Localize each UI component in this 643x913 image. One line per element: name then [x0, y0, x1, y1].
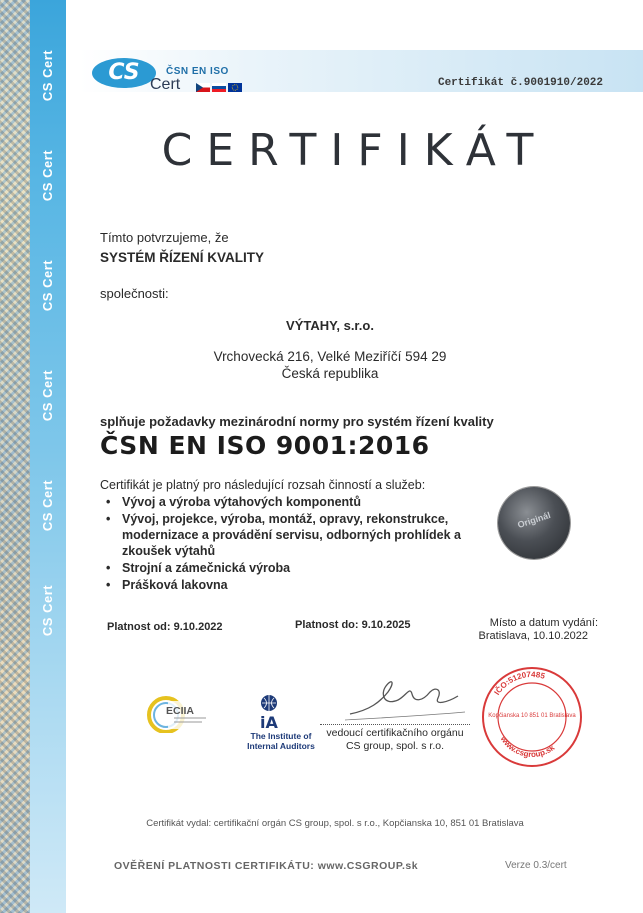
stamp-web: www.csgroup.sk — [498, 734, 557, 760]
cs-cert-logo — [88, 52, 258, 96]
hologram-seal — [498, 487, 570, 559]
list-item: • Vývoj a výroba výtahových komponentů — [100, 494, 480, 510]
list-item: • Prášková lakovna — [100, 577, 480, 593]
handwritten-signature — [340, 672, 470, 726]
intro-line: Tímto potvrzujeme, že — [100, 230, 229, 245]
issue-place-label: Místo a datum vydání: — [489, 617, 598, 629]
page-title: CERTIFIKÁT — [161, 125, 548, 176]
certificate-number: Certifikát č.9001910/2022 — [437, 77, 603, 89]
scope-intro: Certifikát je platný pro následující rozsah činností a služeb: — [100, 478, 426, 492]
cs-logo-mark: CS — [92, 58, 156, 88]
seal-text: Originál — [516, 509, 552, 531]
version-label: Verze 0.3/cert — [505, 860, 567, 871]
valid-to: Platnost do: 9.10.2025 — [295, 619, 411, 631]
requirement-statement: splňuje požadavky mezinárodní normy pro systém řízení kvality — [100, 414, 494, 429]
iso-norm: ČSN EN ISO 9001:2016 — [100, 431, 430, 460]
iia-line2: Internal Auditors — [247, 741, 315, 751]
company-stamp — [480, 665, 585, 770]
iia-line1: The Institute of — [250, 731, 312, 741]
iia-globe-icon — [240, 693, 322, 729]
side-band-word: CS Cert — [40, 49, 56, 101]
list-item: • Vývoj, projekce, výroba, montáž, opravy, rekonstrukce, modernizace a provádění servisu, odborných prohlídek a zkoušek výtahů — [100, 511, 480, 559]
logo-cert: Cert — [150, 76, 181, 93]
side-band-word: CS Cert — [40, 259, 56, 311]
company-address: Vrchovecká 216, Velké Meziříčí 594 29 — [213, 349, 447, 364]
valid-from: Platnost od: 9.10.2022 — [107, 621, 223, 633]
issuer-note: Certifikát vydal: certifikační orgán CS group, spol. s r.o., Kopčianska 10, 851 01 Bratislava — [146, 818, 524, 829]
svg-text:www.csgroup.sk — [498, 734, 557, 759]
slovak-flag-icon — [212, 83, 226, 92]
logo-norm: ČSN EN ISO — [166, 66, 229, 77]
company-name: VÝTAHY, s.r.o. — [286, 318, 374, 333]
signature-line — [320, 724, 470, 725]
list-item: • Strojní a zámečnická výroba — [100, 560, 480, 576]
stamp-address: Kopčianska 10 851 01 Bratislava — [488, 713, 576, 719]
side-band-word: CS Cert — [40, 584, 56, 636]
company-label: společnosti: — [100, 286, 169, 301]
side-band-word: CS Cert — [40, 479, 56, 531]
eu-flag-icon — [228, 83, 242, 92]
czech-flag-icon — [196, 83, 210, 92]
company-country: Česká republika — [281, 366, 379, 381]
signature-role: vedoucí certifikačního orgánu — [326, 727, 464, 739]
verify-link-text[interactable]: OVĚŘENÍ PLATNOSTI CERTIFIKÁTU: www.CSGROUP.sk — [114, 860, 419, 872]
scope-list — [100, 494, 480, 594]
stamp-ico: IČO:51207485 — [492, 669, 546, 697]
issue-place-value: Bratislava, 10.10.2022 — [478, 630, 588, 642]
eciia-label: ECIIA — [166, 705, 195, 717]
side-band-word: CS Cert — [40, 369, 56, 421]
signature-company: CS group, spol. s r.o. — [345, 740, 445, 752]
system-name: SYSTÉM ŘÍZENÍ KVALITY — [100, 250, 265, 265]
side-band-word: CS Cert — [40, 149, 56, 201]
svg-text:iA: iA — [260, 713, 278, 729]
